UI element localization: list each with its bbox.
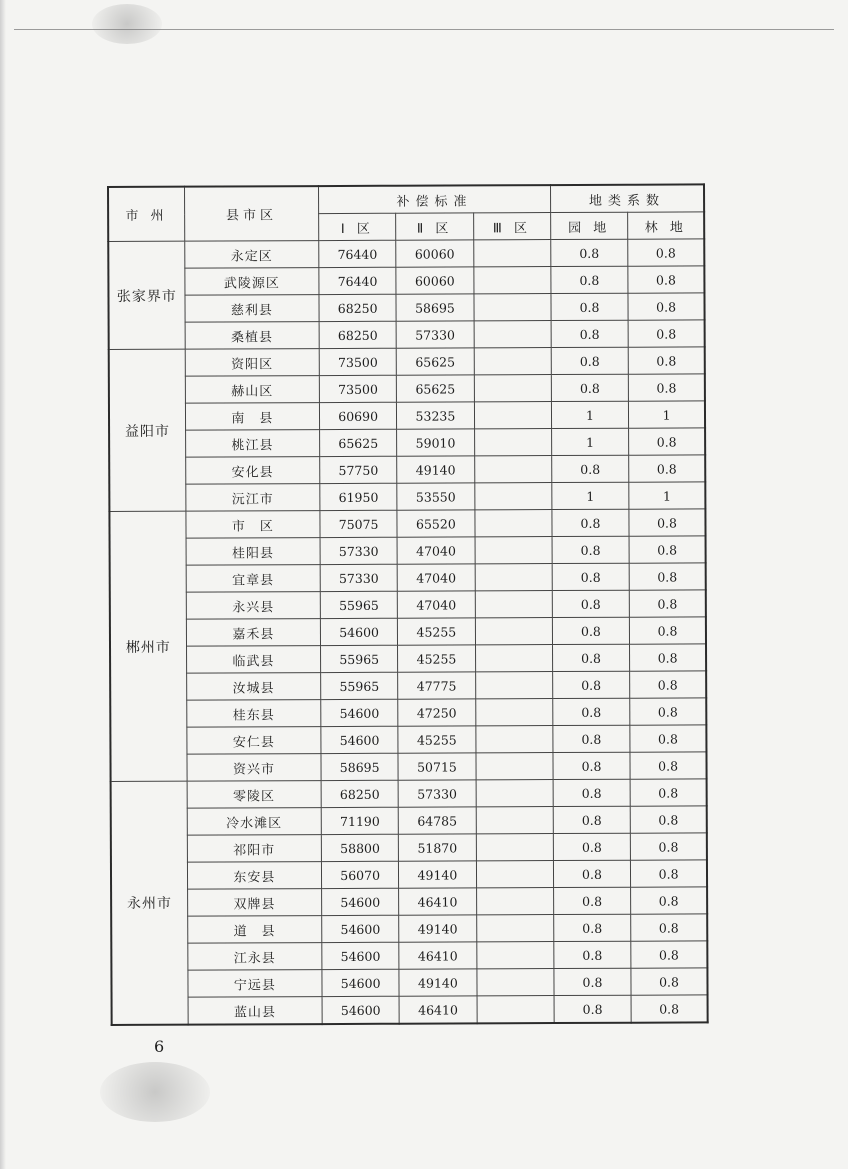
- table-body: [108, 239, 707, 1025]
- scan-smudge: [100, 1062, 210, 1122]
- zone3-cell: [475, 564, 552, 591]
- zone1-cell: 58695: [321, 753, 398, 780]
- zone1-cell: 65625: [320, 429, 397, 456]
- zone2-cell: 49140: [399, 969, 476, 996]
- zone3-cell: [476, 888, 553, 915]
- header-row: [108, 184, 704, 214]
- county-cell: 江永县: [188, 943, 322, 971]
- zone2-cell: 53235: [397, 402, 474, 429]
- county-cell: 汝城县: [186, 673, 320, 701]
- forest-coefficient-cell: 0.8: [630, 779, 706, 806]
- table-row: [109, 482, 705, 512]
- orchard-coefficient-cell: 0.8: [551, 320, 628, 347]
- orchard-coefficient-cell: 0.8: [551, 239, 628, 266]
- orchard-coefficient-cell: 0.8: [552, 563, 629, 590]
- forest-coefficient-cell: 0.8: [628, 374, 704, 401]
- zone2-cell: 51870: [399, 834, 476, 861]
- forest-coefficient-cell: 0.8: [628, 347, 704, 374]
- county-cell: 祁阳市: [187, 835, 321, 863]
- table-row: [110, 617, 706, 647]
- county-cell: 赫山区: [185, 376, 319, 404]
- zone1-cell: 57750: [320, 456, 397, 483]
- county-cell: 临武县: [186, 646, 320, 674]
- zone3-cell: [475, 699, 552, 726]
- zone2-cell: 49140: [399, 861, 476, 888]
- zone1-cell: 73500: [319, 375, 396, 402]
- county-cell: 桂东县: [187, 700, 321, 728]
- forest-coefficient-cell: 0.8: [629, 455, 705, 482]
- city-cell: 郴州市: [109, 511, 186, 781]
- zone3-cell: [476, 942, 553, 969]
- table-row: [110, 752, 706, 782]
- table-row: [110, 563, 706, 593]
- zone2-cell: 58695: [396, 294, 473, 321]
- zone3-cell: [475, 618, 552, 645]
- forest-coefficient-cell: 0.8: [629, 536, 705, 563]
- zone1-cell: 68250: [319, 294, 396, 321]
- forest-coefficient-cell: 0.8: [631, 941, 707, 968]
- county-cell: 南 县: [185, 403, 319, 431]
- compensation-standard-table: [107, 183, 709, 1026]
- forest-coefficient-cell: 0.8: [630, 752, 706, 779]
- zone1-cell: 54600: [322, 996, 399, 1024]
- county-cell: 双牌县: [187, 889, 321, 917]
- table-row: [109, 320, 705, 350]
- county-cell: 永定区: [185, 241, 319, 269]
- zone3-cell: [474, 456, 551, 483]
- zone1-cell: 68250: [321, 780, 398, 807]
- zone3-cell: [474, 429, 551, 456]
- orchard-coefficient-cell: 0.8: [553, 725, 630, 752]
- table-row: [111, 806, 707, 836]
- table-row: [111, 914, 707, 944]
- zone2-cell: 53550: [397, 483, 474, 510]
- forest-coefficient-cell: 0.8: [628, 239, 704, 266]
- zone1-cell: 75075: [320, 510, 397, 537]
- county-cell: 桃江县: [185, 430, 319, 458]
- table-row: [110, 698, 706, 728]
- zone1-cell: 73500: [319, 348, 396, 375]
- zone3-cell: [476, 861, 553, 888]
- zone2-cell: 47040: [398, 591, 475, 618]
- table-row: [111, 833, 707, 863]
- zone1-cell: 57330: [320, 537, 397, 564]
- orchard-coefficient-cell: 0.8: [553, 860, 630, 887]
- orchard-coefficient-cell: 0.8: [552, 671, 629, 698]
- zone1-cell: 54600: [322, 942, 399, 969]
- zone2-cell: 50715: [398, 753, 475, 780]
- forest-coefficient-cell: 0.8: [630, 833, 706, 860]
- forest-coefficient-cell: 0.8: [629, 428, 705, 455]
- zone1-cell: 60690: [319, 402, 396, 429]
- orchard-coefficient-cell: 0.8: [552, 617, 629, 644]
- county-cell: 东安县: [187, 862, 321, 890]
- zone2-cell: 46410: [399, 942, 476, 969]
- forest-coefficient-cell: 0.8: [628, 293, 704, 320]
- forest-coefficient-cell: 0.8: [628, 320, 704, 347]
- zone3-cell: [475, 726, 552, 753]
- forest-coefficient-cell: 0.8: [630, 617, 706, 644]
- orchard-coefficient-cell: 0.8: [552, 536, 629, 563]
- zone2-cell: 59010: [397, 429, 474, 456]
- zone1-cell: 54600: [321, 726, 398, 753]
- header-zone-2: Ⅱ 区: [396, 213, 473, 240]
- table-row: [110, 671, 706, 701]
- header-county: 县市区: [184, 186, 318, 241]
- county-cell: 道 县: [187, 916, 321, 944]
- header-forest: 林 地: [628, 212, 704, 239]
- zone1-cell: 54600: [322, 888, 399, 915]
- forest-coefficient-cell: 1: [629, 482, 705, 509]
- zone1-cell: 55965: [321, 645, 398, 672]
- zone1-cell: 68250: [319, 321, 396, 348]
- orchard-coefficient-cell: 0.8: [552, 644, 629, 671]
- zone1-cell: 57330: [320, 564, 397, 591]
- orchard-coefficient-cell: 0.8: [553, 806, 630, 833]
- orchard-coefficient-cell: 0.8: [551, 347, 628, 374]
- zone3-cell: [474, 348, 551, 375]
- orchard-coefficient-cell: 0.8: [553, 698, 630, 725]
- forest-coefficient-cell: 0.8: [630, 698, 706, 725]
- forest-coefficient-cell: 0.8: [630, 644, 706, 671]
- zone3-cell: [476, 915, 553, 942]
- county-cell: 资阳区: [185, 349, 319, 377]
- county-cell: 宁远县: [188, 970, 322, 998]
- zone2-cell: 60060: [396, 267, 473, 294]
- zone2-cell: 45255: [398, 618, 475, 645]
- zone3-cell: [476, 780, 553, 807]
- forest-coefficient-cell: 0.8: [630, 671, 706, 698]
- header-zone-3: Ⅲ 区: [473, 213, 550, 240]
- zone3-cell: [475, 645, 552, 672]
- forest-coefficient-cell: 0.8: [629, 563, 705, 590]
- zone2-cell: 49140: [397, 456, 474, 483]
- county-cell: 慈利县: [185, 295, 319, 323]
- zone1-cell: 55965: [320, 591, 397, 618]
- city-cell: 张家界市: [108, 241, 185, 349]
- zone2-cell: 46410: [399, 888, 476, 915]
- orchard-coefficient-cell: 0.8: [552, 455, 629, 482]
- zone1-cell: 76440: [319, 240, 396, 267]
- table-row: [112, 995, 708, 1025]
- orchard-coefficient-cell: 0.8: [553, 887, 630, 914]
- header-orchard: 园 地: [550, 212, 627, 239]
- county-cell: 冷水滩区: [187, 808, 321, 836]
- header-land-coefficient: 地类系数: [550, 184, 704, 212]
- table-row: [111, 860, 707, 890]
- forest-coefficient-cell: 0.8: [631, 995, 707, 1023]
- city-cell: 永州市: [111, 781, 188, 1025]
- table-row: [111, 887, 707, 917]
- orchard-coefficient-cell: 1: [552, 482, 629, 509]
- table-row: [109, 509, 705, 539]
- header-compensation-standard: 补偿标准: [319, 185, 551, 214]
- table-row: [109, 347, 705, 377]
- county-cell: 沅江市: [186, 484, 320, 512]
- table-row: [110, 590, 706, 620]
- zone2-cell: 60060: [396, 240, 473, 267]
- zone2-cell: 65625: [396, 348, 473, 375]
- county-cell: 宜章县: [186, 565, 320, 593]
- zone1-cell: 76440: [319, 267, 396, 294]
- zone3-cell: [475, 672, 552, 699]
- table-row: [109, 401, 705, 431]
- table-row: [111, 779, 707, 809]
- zone2-cell: 64785: [398, 807, 475, 834]
- county-cell: 桂阳县: [186, 538, 320, 566]
- zone3-cell: [474, 402, 551, 429]
- county-cell: 武陵源区: [185, 268, 319, 296]
- zone2-cell: 49140: [399, 915, 476, 942]
- county-cell: 资兴市: [187, 754, 321, 782]
- county-cell: 安仁县: [187, 727, 321, 755]
- table-header: [108, 184, 704, 241]
- zone3-cell: [473, 240, 550, 267]
- table-row: [108, 293, 704, 323]
- orchard-coefficient-cell: 1: [551, 428, 628, 455]
- zone2-cell: 57330: [396, 321, 473, 348]
- table-row: [111, 941, 707, 971]
- table-row: [108, 239, 704, 269]
- zone1-cell: 71190: [321, 807, 398, 834]
- table-row: [110, 536, 706, 566]
- orchard-coefficient-cell: 1: [551, 401, 628, 428]
- zone3-cell: [474, 294, 551, 321]
- forest-coefficient-cell: 0.8: [631, 914, 707, 941]
- orchard-coefficient-cell: 0.8: [552, 509, 629, 536]
- forest-coefficient-cell: 0.8: [628, 266, 704, 293]
- zone2-cell: 47040: [397, 537, 474, 564]
- zone1-cell: 54600: [320, 618, 397, 645]
- zone3-cell: [476, 807, 553, 834]
- orchard-coefficient-cell: 0.8: [552, 590, 629, 617]
- orchard-coefficient-cell: 0.8: [553, 752, 630, 779]
- orchard-coefficient-cell: 0.8: [553, 833, 630, 860]
- header-city: 市 州: [108, 187, 185, 242]
- zone3-cell: [473, 267, 550, 294]
- zone3-cell: [474, 375, 551, 402]
- orchard-coefficient-cell: 0.8: [554, 941, 631, 968]
- table-row: [110, 644, 706, 674]
- forest-coefficient-cell: 0.8: [631, 887, 707, 914]
- zone2-cell: 65520: [397, 510, 474, 537]
- forest-coefficient-cell: 0.8: [629, 590, 705, 617]
- orchard-coefficient-cell: 0.8: [551, 293, 628, 320]
- forest-coefficient-cell: 0.8: [631, 968, 707, 995]
- zone3-cell: [476, 834, 553, 861]
- zone2-cell: 45255: [398, 645, 475, 672]
- zone3-cell: [476, 969, 553, 996]
- table-row: [110, 725, 706, 755]
- orchard-coefficient-cell: 0.8: [553, 779, 630, 806]
- forest-coefficient-cell: 0.8: [630, 725, 706, 752]
- zone1-cell: 56070: [321, 861, 398, 888]
- zone3-cell: [474, 483, 551, 510]
- table-row: [108, 266, 704, 296]
- zone1-cell: 54600: [321, 699, 398, 726]
- orchard-coefficient-cell: 0.8: [554, 995, 631, 1023]
- forest-coefficient-cell: 0.8: [630, 806, 706, 833]
- zone2-cell: 47040: [397, 564, 474, 591]
- zone2-cell: 46410: [399, 996, 476, 1024]
- zone1-cell: 58800: [321, 834, 398, 861]
- table-row: [111, 968, 707, 998]
- table-row: [109, 374, 705, 404]
- zone1-cell: 54600: [322, 969, 399, 996]
- zone1-cell: 61950: [320, 483, 397, 510]
- zone2-cell: 47250: [398, 699, 475, 726]
- header-zone-1: Ⅰ 区: [319, 213, 396, 240]
- zone2-cell: 45255: [398, 726, 475, 753]
- forest-coefficient-cell: 0.8: [631, 860, 707, 887]
- zone3-cell: [474, 510, 551, 537]
- zone2-cell: 65625: [397, 375, 474, 402]
- county-cell: 桑植县: [185, 322, 319, 350]
- zone2-cell: 57330: [398, 780, 475, 807]
- orchard-coefficient-cell: 0.8: [554, 914, 631, 941]
- city-cell: 益阳市: [109, 349, 186, 511]
- scan-left-edge: [0, 0, 6, 1169]
- scan-smudge: [92, 4, 162, 44]
- county-cell: 嘉禾县: [186, 619, 320, 647]
- zone1-cell: 55965: [321, 672, 398, 699]
- zone3-cell: [474, 321, 551, 348]
- zone3-cell: [476, 753, 553, 780]
- forest-coefficient-cell: 0.8: [629, 509, 705, 536]
- forest-coefficient-cell: 1: [629, 401, 705, 428]
- county-cell: 蓝山县: [188, 997, 322, 1025]
- county-cell: 安化县: [185, 457, 319, 485]
- page-number: 6: [154, 1037, 165, 1056]
- zone1-cell: 54600: [322, 915, 399, 942]
- zone2-cell: 47775: [398, 672, 475, 699]
- table-row: [109, 428, 705, 458]
- county-cell: 永兴县: [186, 592, 320, 620]
- orchard-coefficient-cell: 0.8: [551, 374, 628, 401]
- table-row: [109, 455, 705, 485]
- orchard-coefficient-cell: 0.8: [554, 968, 631, 995]
- county-cell: 零陵区: [187, 781, 321, 809]
- orchard-coefficient-cell: 0.8: [551, 266, 628, 293]
- zone3-cell: [475, 537, 552, 564]
- county-cell: 市 区: [186, 511, 320, 539]
- zone3-cell: [477, 996, 554, 1024]
- zone3-cell: [475, 591, 552, 618]
